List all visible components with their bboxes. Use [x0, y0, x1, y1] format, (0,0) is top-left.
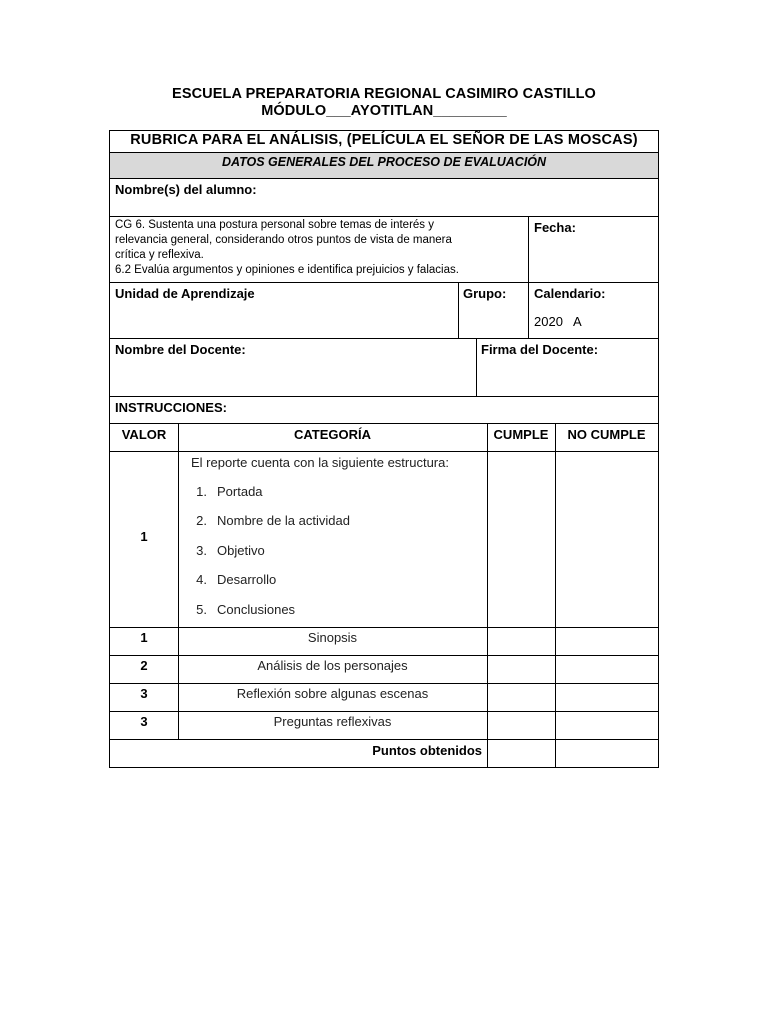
structure-item: 1. Portada — [196, 484, 263, 499]
rule — [110, 423, 658, 424]
rubric-table — [109, 130, 659, 768]
structure-item: 5. Conclusiones — [196, 602, 296, 617]
instructions-label: INSTRUCCIONES: — [115, 400, 227, 415]
teacher-signature-label: Firma del Docente: — [481, 342, 599, 357]
calendar-value: 2020 A — [534, 314, 582, 329]
structure-item: 2. Nombre de la actividad — [196, 513, 350, 528]
rule — [458, 282, 459, 338]
total-points-label: Puntos obtenidos — [372, 743, 482, 758]
rule — [110, 152, 658, 153]
rule — [110, 627, 658, 628]
calendar-label: Calendario: — [534, 286, 606, 301]
rule — [487, 423, 488, 768]
group-label: Grupo: — [463, 286, 507, 301]
rule — [110, 655, 658, 656]
competency-line: crítica y reflexiva. — [115, 249, 204, 261]
rule — [110, 711, 658, 712]
rule — [476, 338, 477, 396]
rule — [528, 216, 529, 282]
rule — [555, 423, 556, 768]
rule — [110, 683, 658, 684]
competency-text — [115, 218, 525, 278]
date-label: Fecha: — [534, 220, 576, 235]
structure-intro: El reporte cuenta con la siguiente estructura: — [191, 455, 449, 470]
row-valor: 3 — [140, 686, 148, 701]
unit-label: Unidad de Aprendizaje — [115, 286, 255, 301]
competency-line: relevancia general, considerando otros puntos de vista de manera — [115, 234, 452, 246]
structure-item: 4. Desarrollo — [196, 572, 277, 587]
rubric-title: RUBRICA PARA EL ANÁLISIS, (PELÍCULA EL SEÑOR DE LAS MOSCAS) — [130, 132, 638, 148]
rule — [528, 282, 529, 338]
row-valor: 2 — [140, 658, 148, 673]
competency-line: 6.2 Evalúa argumentos y opiniones e identifica prejuicios y falacias. — [115, 264, 459, 276]
module-line: MÓDULO___AYOTITLAN_________ — [261, 103, 507, 119]
rule — [110, 396, 658, 397]
rubric-subtitle: DATOS GENERALES DEL PROCESO DE EVALUACIÓN — [221, 155, 547, 169]
row-categoria: Reflexión sobre algunas escenas — [236, 686, 429, 701]
col-valor: VALOR — [121, 427, 167, 442]
row-categoria: Sinopsis — [307, 630, 358, 645]
row-categoria: Análisis de los personajes — [257, 658, 408, 673]
competency-line: CG 6. Sustenta una postura personal sobre temas de interés y — [115, 219, 434, 231]
structure-item: 3. Objetivo — [196, 543, 265, 558]
rule — [110, 216, 658, 217]
rule — [110, 338, 658, 339]
col-cumple: CUMPLE — [493, 427, 549, 442]
rule — [110, 451, 658, 452]
rule — [110, 178, 658, 179]
row-categoria: Preguntas reflexivas — [273, 714, 392, 729]
row-valor: 3 — [140, 714, 148, 729]
rule — [110, 282, 658, 283]
row-valor: 1 — [140, 529, 148, 544]
school-name: ESCUELA PREPARATORIA REGIONAL CASIMIRO CASTILLO — [172, 86, 596, 102]
row-valor: 1 — [140, 630, 148, 645]
student-name-label: Nombre(s) del alumno: — [115, 182, 257, 197]
teacher-name-label: Nombre del Docente: — [115, 342, 246, 357]
col-no-cumple: NO CUMPLE — [567, 427, 646, 442]
col-categoria: CATEGORÍA — [293, 427, 372, 442]
rule — [110, 739, 658, 740]
